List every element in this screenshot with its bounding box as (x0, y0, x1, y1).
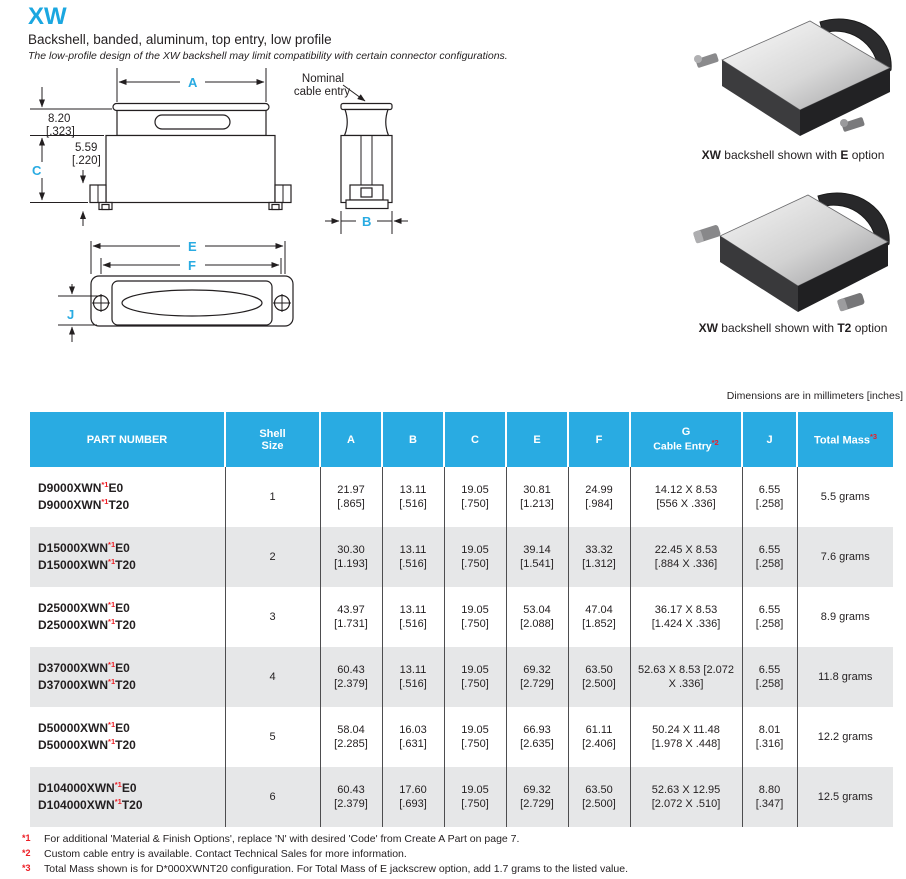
dim-c-cell: 19.05 [.750] (444, 767, 506, 827)
total-mass-cell: 11.8 grams (797, 647, 893, 707)
dim-label-c: C (32, 163, 42, 178)
dim-e-cell: 69.32 [2.729] (506, 647, 568, 707)
col-b: B (382, 412, 444, 467)
dim-g-cell: 22.45 X 8.53 [.884 X .336] (630, 527, 742, 587)
part-number: D104000XWN$^{*1}$T20 (38, 797, 143, 812)
part-number: D25000XWN$^{*1}$E0 (38, 599, 130, 615)
dim-label-b: B (362, 214, 372, 229)
dim-e-cell: 30.81 [1.213] (506, 467, 568, 527)
dim-a-cell: 43.97 [1.731] (320, 587, 382, 647)
footnote-line (22, 847, 892, 862)
cable-entry-label-2: cable entry (293, 86, 351, 98)
side-view-drawing (294, 73, 408, 234)
dim-a-cell: 58.04 [2.285] (320, 707, 382, 767)
dim-b-cell: 17.60 [.693] (382, 767, 444, 827)
table-row (30, 707, 893, 767)
part-number: D15000XWN$^{*1}$E0 (38, 539, 130, 555)
caption-text: option (848, 148, 885, 162)
footnote-text: Total Mass shown is for D*000XWNT20 configuration. For Total Mass of E jackscrew option, add 1.7 grams to the listed value. (44, 863, 628, 875)
dim-j-cell: 8.01 [.316] (742, 707, 797, 767)
dim-f-cell: 63.50 [2.500] (568, 647, 630, 707)
dim-c-cell: 19.05 [.750] (444, 707, 506, 767)
dim-a-cell: 60.43 [2.379] (320, 767, 382, 827)
table-header (30, 412, 893, 467)
col-shell-size: Shell Size (225, 412, 320, 467)
col-e: E (506, 412, 568, 467)
page-header (28, 4, 508, 62)
part-number-cell (30, 647, 225, 707)
dim-c-cell: 19.05 [.750] (444, 467, 506, 527)
page-subtitle: Backshell, banded, aluminum, top entry, low profile (28, 32, 332, 48)
part-number: D9000XWN$^{*1}$E0 (38, 479, 124, 495)
dim-f-cell: 24.99 [.984] (568, 467, 630, 527)
dim-g-cell: 36.17 X 8.53 [1.424 X .336] (630, 587, 742, 647)
dim-c-cell: 19.05 [.750] (444, 527, 506, 587)
part-number: D37000XWN$^{*1}$E0 (38, 659, 130, 675)
dim-label-j: J (67, 307, 75, 322)
footnote-line (22, 832, 892, 847)
shell-size-cell: 4 (225, 647, 320, 707)
footnote-marker: *1 (22, 833, 31, 843)
part-number: D25000XWN$^{*1}$T20 (38, 617, 136, 632)
part-number-cell (30, 587, 225, 647)
footnote-marker: *2 (22, 848, 31, 858)
part-number: D15000XWN$^{*1}$T20 (38, 557, 136, 572)
dim-c-cell: 19.05 [.750] (444, 587, 506, 647)
col-f: F (568, 412, 630, 467)
dim-b-cell: 13.11 [.516] (382, 647, 444, 707)
table-body (30, 467, 893, 827)
photo-t2-caption (680, 321, 906, 335)
shell-size-cell: 1 (225, 467, 320, 527)
dim-j-cell: 6.55 [.258] (742, 647, 797, 707)
page-title: XW (28, 3, 67, 30)
dim-label-a: A (188, 75, 198, 90)
caption-text: backshell shown with (720, 148, 841, 162)
dim-g-cell: 50.24 X 11.48 [1.978 X .448] (630, 707, 742, 767)
footnote-text: For additional 'Material & Finish Options', replace 'N' with desired 'Code' from Create A Part on page 7. (44, 833, 520, 845)
caption-bold: XW (698, 321, 718, 335)
table-row (30, 647, 893, 707)
shell-size-cell: 2 (225, 527, 320, 587)
dim-c-cell: 19.05 [.750] (444, 647, 506, 707)
col-a: A (320, 412, 382, 467)
dim-e-cell: 39.14 [1.541] (506, 527, 568, 587)
dimensions-table (30, 412, 893, 827)
dim-b-cell: 13.11 [.516] (382, 587, 444, 647)
table-row (30, 467, 893, 527)
dim-e-cell: 69.32 [2.729] (506, 767, 568, 827)
dim-b-cell: 13.11 [.516] (382, 527, 444, 587)
footnote-line (22, 862, 892, 877)
shell-size-cell: 5 (225, 707, 320, 767)
technical-drawing (20, 58, 460, 370)
part-number-cell (30, 527, 225, 587)
dim-g-cell: 14.12 X 8.53 [556 X .336] (630, 467, 742, 527)
dim-f-cell: 61.11 [2.406] (568, 707, 630, 767)
dim-f-cell: 63.50 [2.500] (568, 767, 630, 827)
col-j: J (742, 412, 797, 467)
dim-a-cell: 60.43 [2.379] (320, 647, 382, 707)
caption-bold: XW (701, 148, 721, 162)
col-g-cable-entry: G Cable Entry$^{*2}$ (630, 412, 742, 467)
part-number: D37000XWN$^{*1}$T20 (38, 677, 136, 692)
dim-e-cell: 53.04 [2.088] (506, 587, 568, 647)
table-row (30, 587, 893, 647)
table-row (30, 527, 893, 587)
total-mass-cell: 12.2 grams (797, 707, 893, 767)
dim-j-cell: 6.55 [.258] (742, 527, 797, 587)
dim-j-cell: 8.80 [.347] (742, 767, 797, 827)
dim-label-f: F (188, 258, 196, 273)
compatibility-note: The low-profile design of the XW backshell may limit compatibility with certain connector configurations. (28, 50, 508, 63)
part-number: D50000XWN$^{*1}$E0 (38, 719, 130, 735)
dim-820: 8.20 (48, 113, 71, 125)
dim-f-cell: 33.32 [1.312] (568, 527, 630, 587)
shell-size-cell: 6 (225, 767, 320, 827)
dim-g-cell: 52.63 X 8.53 [2.072 X .336] (630, 647, 742, 707)
dim-label-e: E (188, 239, 197, 254)
dim-a-cell: 21.97 [.865] (320, 467, 382, 527)
dimensions-table-wrap (30, 412, 893, 827)
part-number-cell (30, 707, 225, 767)
part-number: D104000XWN$^{*1}$E0 (38, 779, 137, 795)
dim-b-cell: 16.03 [.631] (382, 707, 444, 767)
footnotes (22, 832, 892, 877)
col-part-number: PART NUMBER (30, 412, 225, 467)
photo-t2-option (692, 180, 897, 325)
photo-e-option (692, 8, 897, 148)
footnote-marker: *3 (22, 863, 31, 873)
dim-g-cell: 52.63 X 12.95 [2.072 X .510] (630, 767, 742, 827)
col-c: C (444, 412, 506, 467)
caption-bold: E (840, 148, 849, 162)
caption-bold: T2 (837, 321, 852, 335)
dim-559: 5.59 (75, 142, 98, 154)
part-number-cell (30, 767, 225, 827)
caption-text: backshell shown with (717, 321, 838, 335)
part-number: D9000XWN$^{*1}$T20 (38, 497, 130, 512)
caption-text: option (851, 321, 888, 335)
dim-e-cell: 66.93 [2.635] (506, 707, 568, 767)
dim-j-cell: 6.55 [.258] (742, 467, 797, 527)
shell-size-cell: 3 (225, 587, 320, 647)
part-number-cell (30, 467, 225, 527)
total-mass-cell: 7.6 grams (797, 527, 893, 587)
dim-f-cell: 47.04 [1.852] (568, 587, 630, 647)
total-mass-cell: 5.5 grams (797, 467, 893, 527)
footnote-text: Custom cable entry is available. Contact Technical Sales for more information. (44, 848, 407, 860)
table-row (30, 767, 893, 827)
face-view-drawing (58, 239, 293, 342)
total-mass-cell: 12.5 grams (797, 767, 893, 827)
dim-a-cell: 30.30 [1.193] (320, 527, 382, 587)
dim-820-in: [.323] (46, 126, 75, 138)
col-total-mass: Total Mass$^{*3}$ (797, 412, 893, 467)
photo-e-caption (680, 148, 906, 162)
front-view-drawing (30, 68, 291, 226)
cable-entry-label-1: Nominal (301, 73, 345, 85)
dim-j-cell: 6.55 [.258] (742, 587, 797, 647)
dim-559-in: [.220] (72, 155, 101, 167)
part-number: D50000XWN$^{*1}$T20 (38, 737, 136, 752)
dim-b-cell: 13.11 [.516] (382, 467, 444, 527)
dimensions-note: Dimensions are in millimeters [inches] (726, 390, 903, 402)
total-mass-cell: 8.9 grams (797, 587, 893, 647)
